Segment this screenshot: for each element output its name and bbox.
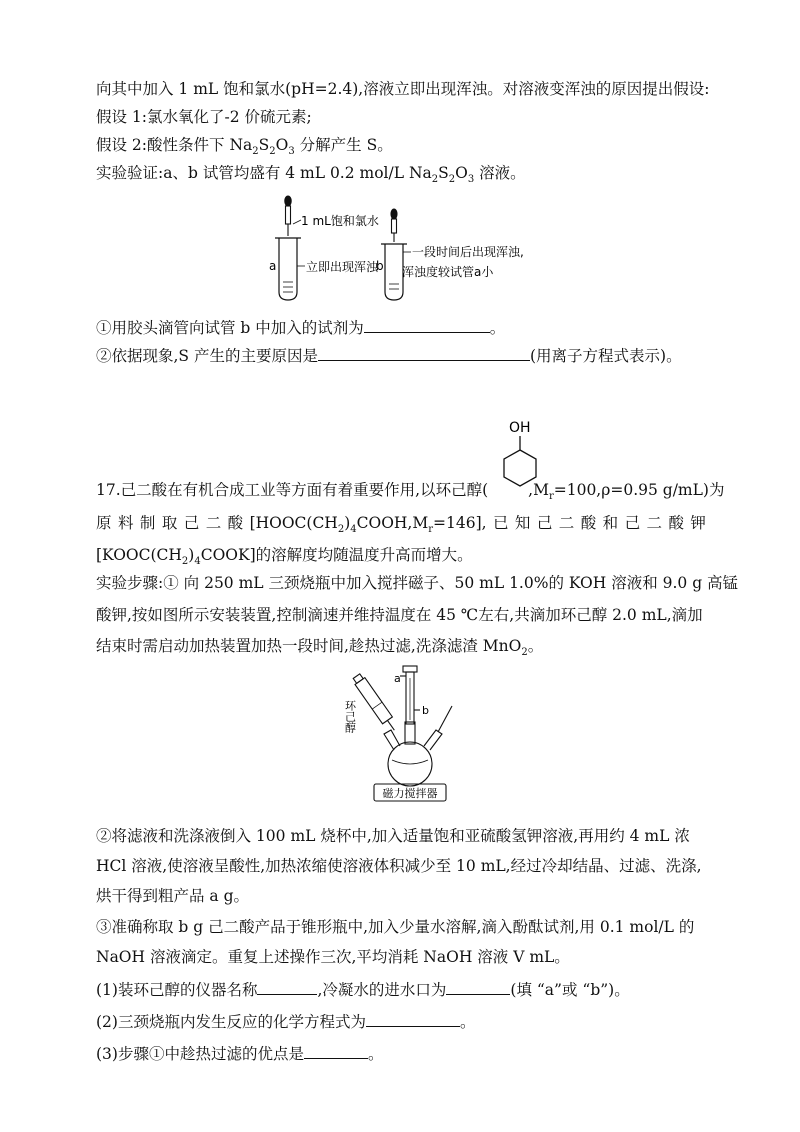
subscript: r: [548, 491, 554, 503]
answer-blank[interactable]: [257, 978, 317, 995]
text: 料: [117, 514, 134, 532]
text: 。: [367, 1045, 384, 1063]
sub-question-2: [96, 1010, 475, 1032]
funnel-label: 环己醇: [343, 700, 357, 733]
text: 二: [558, 514, 575, 532]
problem-17-line-1: [96, 480, 724, 507]
text: 钾: [690, 514, 706, 532]
text: ②将滤液和洗涤液倒入 100 mL 烧杯中,加入适量饱和亚硫酸氢钾溶液,再用约 4 mL 浓: [96, 827, 690, 845]
condenser-inlet-b: b: [422, 704, 429, 717]
dropper-label: 1 mL饱和氯水: [301, 214, 379, 228]
subscript: 2: [269, 146, 276, 158]
text: ,M: [528, 481, 549, 499]
text: 分解产生 S。: [294, 136, 393, 154]
text: COOK]的溶解度均随温度升高而增大。: [200, 546, 473, 564]
experiment-verification: [96, 163, 526, 190]
text: S: [258, 136, 270, 154]
text: (2)三颈烧瓶内发生反应的化学方程式为: [96, 1013, 366, 1031]
text: 溶液。: [474, 164, 526, 182]
sub-question-3: [96, 1042, 383, 1064]
text: 二: [205, 514, 222, 532]
text: (用离子方程式表示)。: [529, 347, 682, 365]
text: NaOH 溶液滴定。重复上述操作三次,平均消耗 NaOH 溶液 V mL。: [96, 948, 570, 966]
subscript: 3: [288, 146, 295, 158]
text: (1)装环己醇的仪器名称: [96, 981, 258, 999]
hypothesis-2: [96, 135, 393, 162]
text: HCl 溶液,使溶液呈酸性,加热浓缩使溶液体积减少至 10 mL,经过冷却结晶、过滤、洗涤,: [96, 857, 702, 875]
subscript: 4: [194, 556, 201, 568]
step-1-line-2: [96, 605, 703, 625]
formula: $[HOOC(CH_2)_4COOH,M_r=146]$,: [249, 514, 487, 536]
text: 取: [161, 514, 178, 532]
step-1-line-3: [96, 636, 543, 663]
problem-17-line-2: [96, 513, 706, 540]
problem-17-line-3: [96, 545, 473, 572]
tube-b-note-2: 浑浊度较试管a小: [402, 265, 494, 279]
text: ②依据现象,S 产生的主要原因是: [96, 347, 318, 365]
subscript: 2: [521, 647, 528, 659]
text: 酸: [668, 514, 684, 532]
question-2: [96, 344, 682, 366]
text: (3)步骤①中趁热过滤的优点是: [96, 1045, 304, 1063]
dropping-funnel: [352, 673, 400, 734]
oh-label: OH: [509, 420, 531, 436]
apparatus-figure: [340, 664, 480, 804]
answer-blank[interactable]: [304, 1042, 368, 1059]
step-3-line-1: [96, 917, 694, 937]
text: 实验验证:a、b 试管均盛有 4 mL 0.2 mol/L Na: [96, 164, 432, 182]
text: 实验步骤:① 向 250 mL 三颈烧瓶中加入搅拌磁子、50 mL 1.0%的 KOH 溶液和 9.0 g 高锰: [96, 574, 739, 592]
answer-blank[interactable]: [364, 316, 490, 333]
text: ①用胶头滴管向试管 b 中加入的试剂为: [96, 319, 364, 337]
text: 知: [514, 514, 531, 532]
tube-b-note-1: 一段时间后出现浑浊,: [412, 245, 524, 259]
text: 17.己二酸在有机合成工业等方面有着重要作用,以环己醇(: [96, 481, 489, 499]
text: =100,ρ=0.95 g/mL)为: [553, 481, 725, 499]
text: 原: [96, 514, 112, 532]
text: 已: [492, 514, 509, 532]
paragraph-line: [96, 79, 709, 99]
dropper-a: [285, 196, 291, 236]
step-2-line-1: [96, 826, 690, 846]
subscript: 3: [467, 174, 475, 186]
text: [KOOC(CH: [96, 546, 182, 564]
condenser-inlet-a: a: [394, 672, 401, 685]
thermometer: [438, 706, 452, 732]
text: 制: [139, 514, 156, 532]
hypothesis-1: [96, 107, 312, 127]
step-3-line-2: [96, 947, 570, 967]
text: ): [188, 546, 195, 564]
text: 。: [527, 637, 544, 655]
text: ,冷凝水的进水口为: [317, 981, 447, 999]
question-1: [96, 316, 505, 338]
subscript: 2: [252, 146, 259, 158]
answer-blank[interactable]: [318, 344, 530, 361]
text: 酸钾,按如图所示安装装置,控制滴速并维持温度在 45 ℃左右,共滴加环己醇 2.0 mL,滴加: [96, 606, 703, 624]
text: ③准确称取 b g 己二酸产品于锥形瓶中,加入少量水溶解,滴入酚酞试剂,用 0.1 mol/L 的: [96, 918, 695, 936]
text: 己: [183, 514, 200, 532]
tube-a-note: 立即出现浑浊: [306, 260, 379, 274]
text: 。: [489, 319, 506, 337]
step-2-line-2: [96, 856, 702, 876]
text: 己: [536, 514, 553, 532]
sub-question-1: [96, 978, 630, 1000]
text: 假设 1:氯水氧化了-2 价硫元素;: [96, 108, 312, 126]
tube-a-label: a: [269, 259, 277, 273]
text: 己: [624, 514, 641, 532]
text: 结束时需启动加热装置加热一段时间,趁热过滤,洗涤滤渣 MnO: [96, 637, 522, 655]
subscript: 2: [431, 174, 439, 186]
subscript: 2: [448, 174, 456, 186]
answer-blank[interactable]: [366, 1010, 460, 1027]
text: 烘干得到粗产品 a g。: [96, 887, 250, 905]
test-tube-a: [275, 238, 301, 300]
dropper-b: [391, 209, 397, 242]
step-2-line-3: [96, 886, 249, 906]
text: (填 “a”或 “b”)。: [510, 981, 630, 999]
text: S: [438, 164, 449, 182]
test-tube-figure: [255, 194, 545, 306]
text: 和: [602, 514, 619, 532]
text: 。: [459, 1013, 476, 1031]
stirrer-label: 磁力搅拌器: [382, 787, 438, 800]
text: O: [455, 164, 468, 182]
text: 二: [646, 514, 663, 532]
subscript: 2: [181, 556, 189, 568]
text: O: [275, 136, 289, 154]
tube-b-label: b: [376, 259, 384, 273]
step-1-line-1: [96, 573, 738, 593]
text: 向其中加入 1 mL 饱和氯水(pH=2.4),溶液立即出现浑浊。对溶液变浑浊的原因提出假设:: [96, 80, 710, 98]
answer-blank[interactable]: [446, 978, 510, 995]
text: 假设 2:酸性条件下 Na: [96, 136, 253, 154]
text: 酸: [227, 514, 244, 532]
text: 酸: [580, 514, 597, 532]
